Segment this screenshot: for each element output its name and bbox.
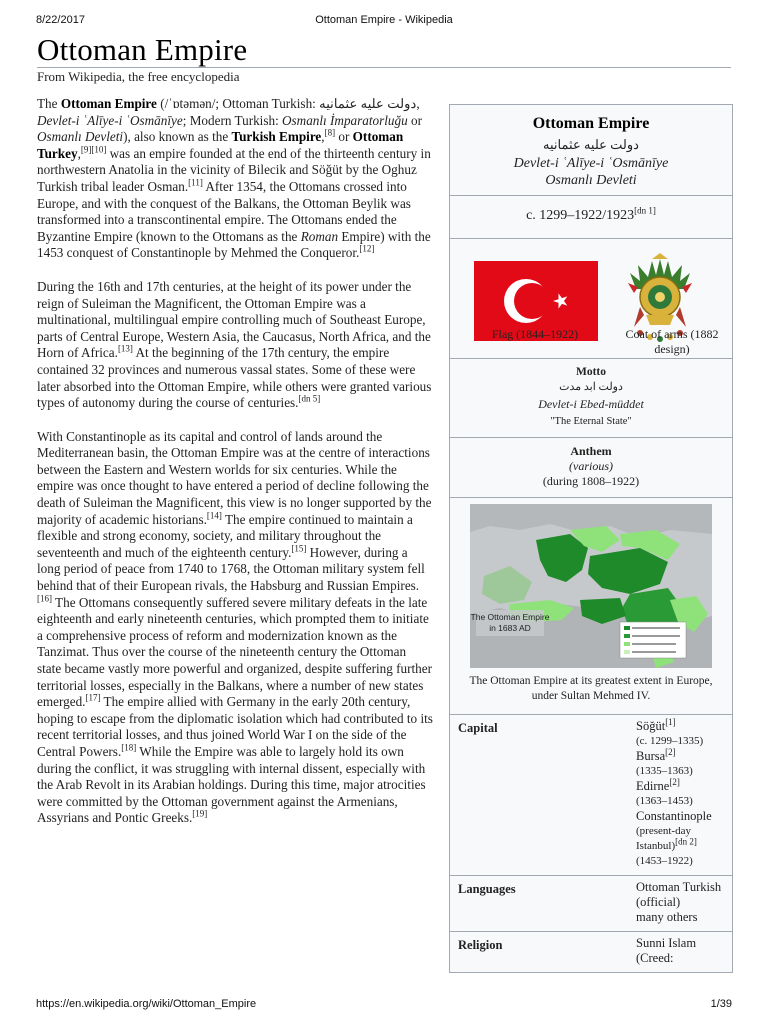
title-divider — [37, 67, 731, 68]
anthem-value[interactable]: (various) — [569, 459, 613, 473]
paragraph-history: With Constantinople as its capital and control of lands around the Mediterranean basin, the Ottoman Empire was at the centre of interactions between the Eastern and Western worlds for six centuries. While the empire was once thought to have entered a period of decline following the death of Suleiman the Magnificent, this view is no longer supported by the majority of academic historians.[14] The empire continued to maintain a flexible and strong economy, society, and military throughout the seventeenth and much of the eighteenth century.[15] However, during a long period of peace from 1740 to 1768, the Ottoman military system fell behind that of their European rivals, the Habsburg and Russian Empires.[16] The Ottomans consequently suffered severe military defeats in the late eighteenth and early nineteenth centuries, which prompted them to initiate a comprehensive process of reform and modernization known as the Tanzimat. Thus over the course of the nineteenth century the Ottoman state became vastly more powerful and organized, despite suffering further territorial losses, especially in the Balkans, where a number of new states emerged.[17] The empire allied with Germany in the early 20th century, hoping to escape from the diplomatic isolation which had contributed to its recent territorial losses, and thus joined World War I on the side of the Central Powers.[18] While the Empire was able to largely hold its own during the conflict, it was struggling with internal dissent, especially with the Arab Revolt in its Arabian holdings. During this time, major atrocities were committed by the Ottoman government against the Armenians, Assyrians and Pontic Greeks.[19] — [37, 428, 433, 826]
article-body — [37, 96, 433, 844]
citation-link[interactable]: [9][10] — [80, 144, 107, 155]
anthem-period: (during 1808–1922) — [542, 474, 640, 488]
infobox-row-capital — [450, 715, 732, 875]
citation-link[interactable]: [12] — [359, 243, 375, 254]
infobox-symbols — [450, 239, 732, 359]
infobox-row-religion — [450, 931, 732, 972]
print-date: 8/22/2017 — [36, 14, 85, 26]
infobox-arabic-name: دولت عليه عثمانیه — [543, 137, 639, 152]
capital-value: Söğüt[1] (c. 1299–1335) Bursa[2] (1335–1363) Edirne[2] (1363–1453) Constantinople (present-day Istanbul)[dn 2] (1453–1922) — [636, 716, 712, 867]
page-number: 1/39 — [710, 998, 732, 1010]
infobox-dates: c. 1299–1922/1923[dn 1] — [450, 196, 732, 239]
languages-value: Ottoman Turkish (official) many others — [636, 880, 724, 925]
map-year: in 1683 AD — [489, 623, 531, 633]
religion-link[interactable]: Sunni Islam — [636, 936, 697, 950]
citation-link[interactable]: [15] — [291, 543, 307, 554]
motto-arabic: دولت ابد مدت — [559, 381, 623, 393]
infobox-header — [450, 105, 732, 196]
empire-map-icon — [470, 504, 712, 668]
page-tagline: From Wikipedia, the free encyclopedia — [37, 69, 240, 84]
citation-link[interactable]: [18] — [121, 742, 137, 753]
religion-label: Religion — [458, 938, 503, 952]
paragraph-height: During the 16th and 17th centuries, at the height of its power under the reign of Suleiman the Magnificent, the Ottoman Empire was a multinational, multilingual empire controlling much of Southeast Europe, parts of Central Europe, Western Asia, the Caucasus, North Africa, and the Horn of Africa.[13] At the beginning of the 17th century, the empire contained 32 provinces and numerous vassal states. Some of these were later absorbed into the Ottoman Empire, while others were granted various types of autonomy during the course of centuries.[dn 5] — [37, 278, 432, 411]
capital-link[interactable]: Constantinople — [636, 809, 712, 823]
motto-translit: Devlet-i Ebed-müddet — [538, 397, 644, 411]
capital-label: Capital — [458, 721, 498, 735]
infobox-row-languages — [450, 875, 732, 931]
religion-value: Sunni Islam (Creed: — [636, 936, 724, 966]
infobox-translit: Devlet-i ʿAlīye-i ʿOsmānīye Osmanlı Devleti — [513, 156, 669, 188]
citation-link[interactable]: [8] — [324, 127, 336, 138]
map-caption: The Ottoman Empire at its greatest extent in Europe, under Sultan Mehmed IV. — [469, 675, 713, 702]
flag-caption: Flag (1844–1922) — [491, 327, 579, 341]
print-header — [36, 14, 732, 28]
infobox-motto — [450, 359, 732, 438]
page-title: Ottoman Empire — [37, 32, 248, 67]
language-link[interactable]: Ottoman Turkish — [636, 880, 722, 894]
infobox-anthem — [450, 438, 732, 498]
citation-link[interactable]: [13] — [117, 343, 133, 354]
capital-link[interactable]: Söğüt — [636, 719, 666, 733]
infobox-map — [450, 498, 732, 715]
infobox — [449, 104, 733, 973]
citation-link[interactable]: [14] — [206, 510, 222, 521]
infobox-name: Ottoman Empire — [532, 115, 650, 132]
languages-label: Languages — [458, 882, 516, 896]
motto-label: Motto — [575, 366, 606, 378]
map-title: The Ottoman Empire — [470, 612, 550, 622]
print-title: Ottoman Empire - Wikipedia — [315, 14, 453, 26]
print-footer — [36, 998, 732, 1012]
capital-link[interactable]: Edirne — [636, 779, 670, 793]
page-url[interactable]: https://en.wikipedia.org/wiki/Ottoman_Empire — [36, 998, 257, 1010]
capital-link[interactable]: Bursa — [636, 749, 666, 763]
paragraph-intro: The Ottoman Empire (/ˈɒtəmən/; Ottoman Turkish: دولت عليه عثمانیه, Devlet-i ʿAlīye-i ʿOsmānīye; Modern Turkish: Osmanlı İmparatorluğu or Osmanlı Devleti), also known as the Turkish Empire,[8] or Ottoman Turkey,[9][10] was an empire founded at the end of the thirteenth century in northwestern Anatolia in the vicinity of Bilecik and Söğüt by the Oghuz Turkish tribal leader Osman.[11] After 1354, the Ottomans crossed into Europe, and with the conquest of the Balkans, the Ottoman Beylik was transformed into a transcontinental empire. The Ottomans ended the Byzantine Empire (known to the Ottomans as the Roman Empire) with the 1453 conquest of Constantinople by Mehmed the Conqueror.[12] — [37, 96, 431, 261]
map-image[interactable] — [470, 504, 712, 668]
citation-link[interactable]: [17] — [85, 692, 101, 703]
citation-link[interactable]: [dn 5] — [298, 393, 321, 404]
motto-english: "The Eternal State" — [550, 416, 632, 427]
citation-link[interactable]: [11] — [188, 177, 203, 188]
citation-link[interactable]: [19] — [192, 808, 208, 819]
anthem-label: Anthem — [570, 444, 612, 458]
coat-caption: Coat of arms (1882 design) — [625, 327, 719, 356]
citation-link[interactable]: [16] — [37, 593, 52, 604]
citation-link[interactable]: [dn 1] — [634, 205, 656, 216]
